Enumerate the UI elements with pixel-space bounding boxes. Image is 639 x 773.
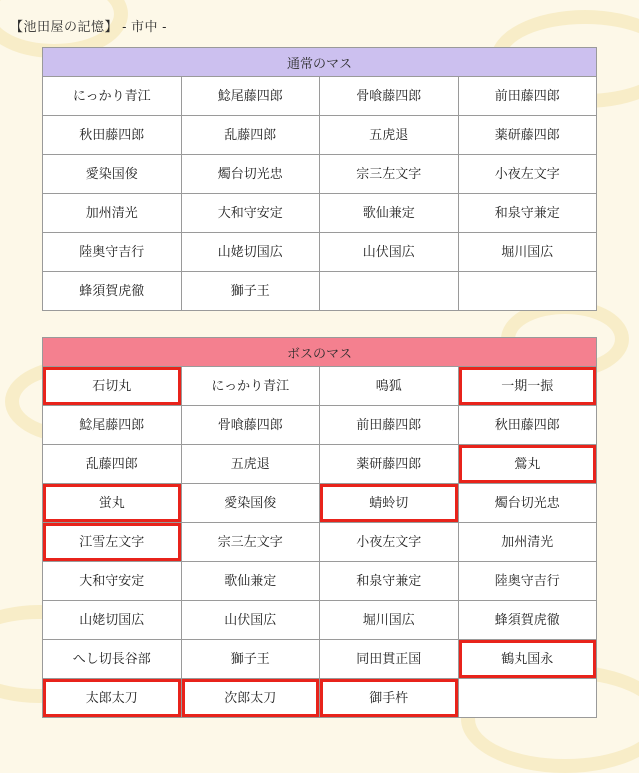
- table-row: [43, 523, 597, 562]
- boss-squares-table: [42, 337, 597, 718]
- sword-cell[interactable]: [458, 116, 597, 155]
- sword-cell[interactable]: [320, 562, 459, 601]
- sword-cell[interactable]: [43, 155, 182, 194]
- cell-label: 燭台切光忠: [217, 166, 283, 181]
- sword-cell[interactable]: [43, 562, 182, 601]
- sword-cell[interactable]: [43, 116, 182, 155]
- sword-cell[interactable]: [320, 445, 459, 484]
- sword-cell[interactable]: [320, 484, 459, 523]
- cell-label: 薬研藤四郎: [356, 456, 422, 471]
- cell-label: 陸奥守吉行: [494, 573, 560, 588]
- cell-label: 小夜左文字: [494, 166, 560, 181]
- sword-cell[interactable]: [43, 679, 182, 718]
- table-row: [43, 116, 597, 155]
- sword-cell[interactable]: [181, 679, 320, 718]
- sword-cell[interactable]: [181, 523, 320, 562]
- cell-label: へし切長谷部: [72, 651, 151, 666]
- cell-label: 歌仙兼定: [362, 205, 415, 220]
- sword-cell[interactable]: [320, 116, 459, 155]
- cell-label: 和泉守兼定: [356, 573, 422, 588]
- cell-label: 小夜左文字: [356, 534, 422, 549]
- cell-label: 堀川国広: [501, 244, 554, 259]
- cell-label: 獅子王: [230, 651, 270, 666]
- table-row: [43, 233, 597, 272]
- cell-label: 五虎退: [369, 127, 409, 142]
- sword-cell[interactable]: [458, 406, 597, 445]
- sword-cell[interactable]: [320, 155, 459, 194]
- cell-label: 陸奥守吉行: [79, 244, 145, 259]
- sword-cell[interactable]: [320, 194, 459, 233]
- boss-squares-header: ボスのマス: [43, 338, 597, 367]
- sword-cell[interactable]: [320, 679, 459, 718]
- sword-cell[interactable]: [43, 77, 182, 116]
- sword-cell[interactable]: [43, 233, 182, 272]
- table-row: [43, 272, 597, 311]
- sword-cell[interactable]: [181, 367, 320, 406]
- sword-cell[interactable]: [458, 562, 597, 601]
- sword-cell[interactable]: [458, 233, 597, 272]
- sword-cell[interactable]: [181, 77, 320, 116]
- cell-label: にっかり青江: [211, 378, 290, 393]
- page-title: 【池田屋の記憶】 - 市中 -: [10, 19, 167, 34]
- table-header-row: [43, 48, 597, 77]
- sword-cell[interactable]: [181, 194, 320, 233]
- sword-cell[interactable]: [458, 194, 597, 233]
- cell-label: 前田藤四郎: [356, 417, 422, 432]
- sword-cell[interactable]: [43, 523, 182, 562]
- cell-label: 歌仙兼定: [224, 573, 277, 588]
- cell-label: 前田藤四郎: [494, 88, 560, 103]
- cell-label: 宗三左文字: [217, 534, 283, 549]
- cell-label: 山伏国広: [362, 244, 415, 259]
- cell-label: 鶯丸: [514, 456, 541, 471]
- sword-cell[interactable]: [43, 640, 182, 679]
- cell-label: 加州清光: [501, 534, 554, 549]
- cell-label: 鯰尾藤四郎: [217, 88, 283, 103]
- normal-squares-table: [42, 47, 597, 311]
- sword-cell[interactable]: [181, 640, 320, 679]
- table-row: [43, 194, 597, 233]
- table-row: [43, 562, 597, 601]
- cell-label: 江雪左文字: [79, 534, 145, 549]
- cell-label: 秋田藤四郎: [79, 127, 145, 142]
- sword-cell[interactable]: [320, 233, 459, 272]
- cell-label: 次郎太刀: [224, 690, 277, 705]
- sword-cell[interactable]: [43, 272, 182, 311]
- cell-label: 宗三左文字: [356, 166, 422, 181]
- sword-cell[interactable]: [458, 523, 597, 562]
- cell-label: 鯰尾藤四郎: [79, 417, 145, 432]
- sword-cell[interactable]: [320, 77, 459, 116]
- boss-squares-table-wrapper: [42, 337, 597, 718]
- cell-label: 大和守安定: [217, 205, 283, 220]
- table-row: [43, 484, 597, 523]
- cell-label: 燭台切光忠: [494, 495, 560, 510]
- cell-label: 和泉守兼定: [494, 205, 560, 220]
- normal-squares-body: [43, 77, 597, 311]
- cell-label: 一期一振: [501, 378, 554, 393]
- sword-cell[interactable]: [181, 601, 320, 640]
- cell-label: 山姥切国広: [217, 244, 283, 259]
- sword-cell[interactable]: [181, 406, 320, 445]
- sword-cell[interactable]: [320, 601, 459, 640]
- sword-cell[interactable]: [181, 562, 320, 601]
- cell-label: 加州清光: [85, 205, 138, 220]
- cell-label: 鶴丸国永: [501, 651, 554, 666]
- cell-label: 大和守安定: [79, 573, 145, 588]
- cell-label: 鳴狐: [375, 378, 402, 393]
- normal-squares-header: 通常のマス: [43, 48, 597, 77]
- empty-cell: [458, 272, 597, 311]
- cell-label: 愛染国俊: [224, 495, 277, 510]
- cell-label: 堀川国広: [362, 612, 415, 627]
- table-row: [43, 77, 597, 116]
- table-row: [43, 679, 597, 718]
- sword-cell[interactable]: [458, 445, 597, 484]
- sword-cell[interactable]: [181, 116, 320, 155]
- sword-cell[interactable]: [43, 406, 182, 445]
- sword-cell[interactable]: [181, 155, 320, 194]
- empty-cell: [458, 679, 597, 718]
- cell-label: [320, 272, 458, 310]
- cell-label: [459, 272, 597, 310]
- sword-cell[interactable]: [320, 406, 459, 445]
- cell-label: 乱藤四郎: [224, 127, 277, 142]
- sword-cell[interactable]: [181, 272, 320, 311]
- sword-cell[interactable]: [458, 367, 597, 406]
- cell-label: [459, 679, 597, 717]
- sword-cell[interactable]: [458, 640, 597, 679]
- table-row: [43, 406, 597, 445]
- sword-cell[interactable]: [43, 445, 182, 484]
- table-row: [43, 367, 597, 406]
- sword-cell[interactable]: [181, 484, 320, 523]
- normal-squares-table-wrapper: [42, 47, 597, 311]
- table-row: [43, 155, 597, 194]
- sword-cell[interactable]: [181, 233, 320, 272]
- table-row: [43, 601, 597, 640]
- cell-label: 蛍丸: [98, 495, 125, 510]
- cell-label: 秋田藤四郎: [494, 417, 560, 432]
- cell-label: 同田貫正国: [356, 651, 422, 666]
- sword-cell[interactable]: [320, 523, 459, 562]
- cell-label: 山伏国広: [224, 612, 277, 627]
- sword-cell[interactable]: [43, 601, 182, 640]
- sword-cell[interactable]: [320, 367, 459, 406]
- cell-label: 蜻蛉切: [369, 495, 409, 510]
- sword-cell[interactable]: [458, 484, 597, 523]
- sword-cell[interactable]: [181, 445, 320, 484]
- cell-label: 骨喰藤四郎: [356, 88, 422, 103]
- sword-cell[interactable]: [458, 77, 597, 116]
- cell-label: 獅子王: [230, 283, 270, 298]
- cell-label: 蜂須賀虎徹: [494, 612, 560, 627]
- sword-cell[interactable]: [320, 640, 459, 679]
- table-header-row: [43, 338, 597, 367]
- cell-label: 五虎退: [230, 456, 270, 471]
- cell-label: 乱藤四郎: [85, 456, 138, 471]
- cell-label: 薬研藤四郎: [494, 127, 560, 142]
- cell-label: 山姥切国広: [79, 612, 145, 627]
- sword-cell[interactable]: [43, 367, 182, 406]
- sword-cell[interactable]: [43, 484, 182, 523]
- table-row: [43, 445, 597, 484]
- cell-label: 御手杵: [369, 690, 409, 705]
- table-row: [43, 640, 597, 679]
- cell-label: 骨喰藤四郎: [217, 417, 283, 432]
- cell-label: 石切丸: [92, 378, 132, 393]
- sword-cell[interactable]: [458, 155, 597, 194]
- empty-cell: [320, 272, 459, 311]
- cell-label: 太郎太刀: [85, 690, 138, 705]
- sword-cell[interactable]: [43, 194, 182, 233]
- boss-squares-body: [43, 367, 597, 718]
- cell-label: 蜂須賀虎徹: [79, 283, 145, 298]
- cell-label: 愛染国俊: [85, 166, 138, 181]
- sword-cell[interactable]: [458, 601, 597, 640]
- cell-label: にっかり青江: [72, 88, 151, 103]
